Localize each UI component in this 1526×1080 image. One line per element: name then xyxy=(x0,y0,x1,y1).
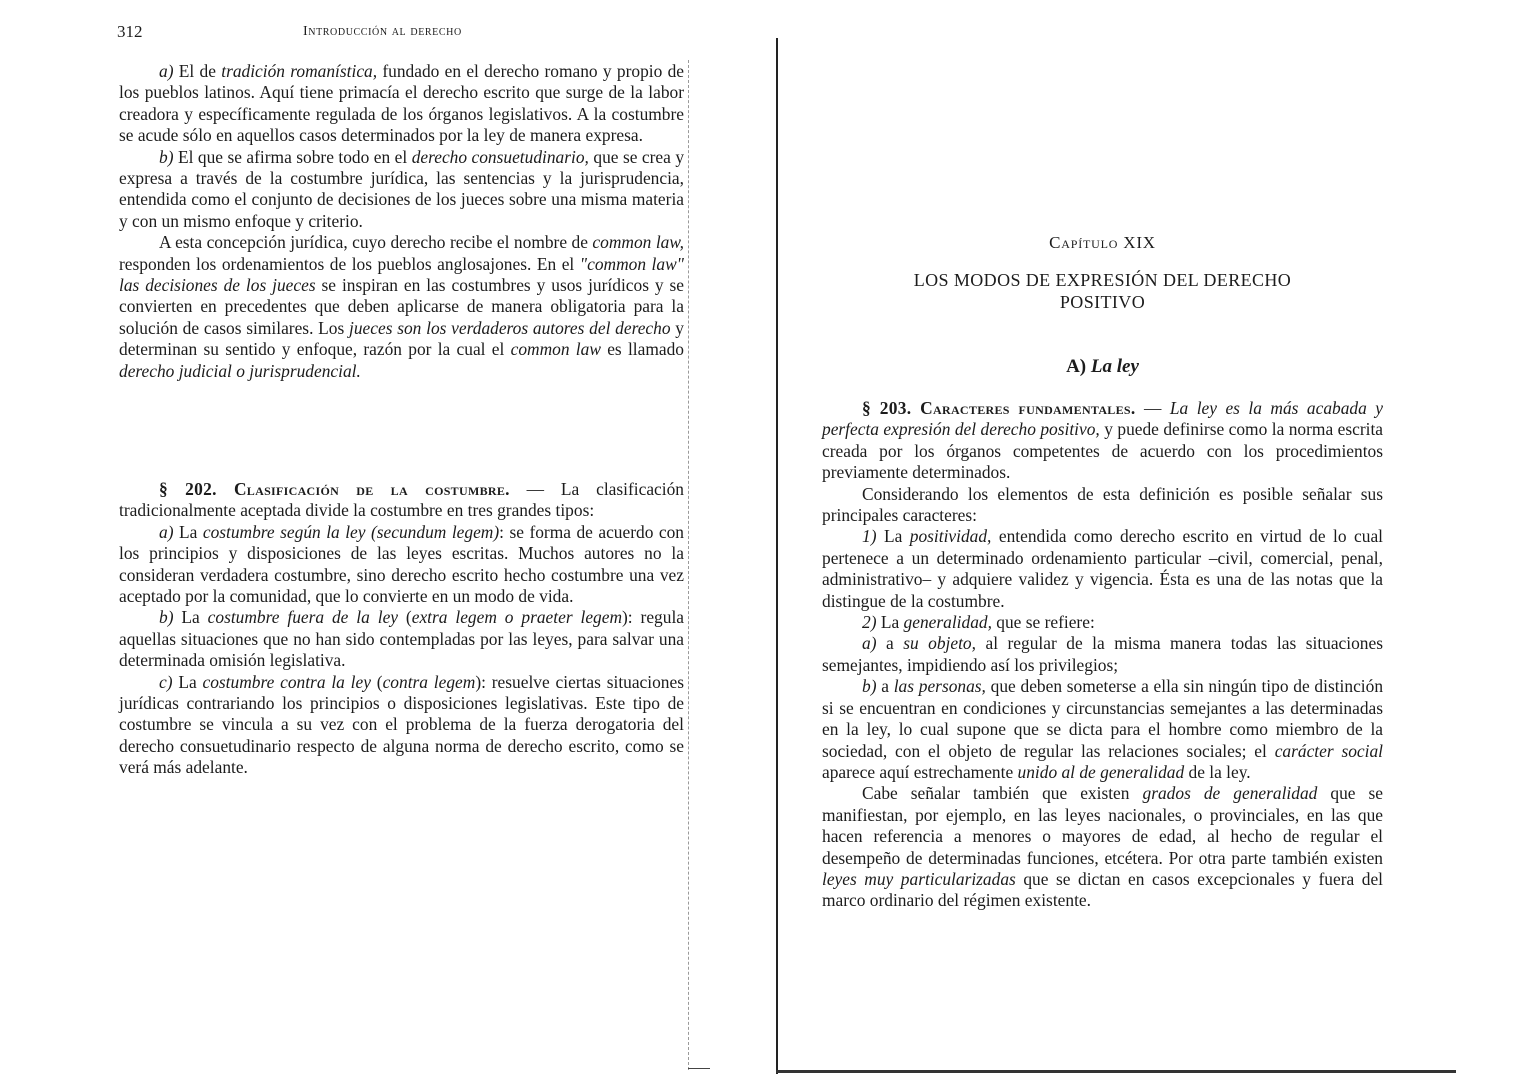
paragraph-secundum-legem: a) La costumbre según la ley (secundum legem): se forma de acuerdo con los principios y disposiciones de las leyes escritas. Muchos autores no la consideran verdadera costumbre, sino derecho escrito hecho costumbre una vez aceptado por la comunidad, que lo convierte en un modo de vida. xyxy=(119,521,685,607)
section-title xyxy=(822,356,1383,378)
left-section-202 xyxy=(119,479,684,779)
paragraph-positividad: 1) La positividad, entendida como derecho escrito en virtud de lo cual pertenece a un determinado ordenamiento particular –civil, comercial, penal, administrativo– y adquiere validez y vigencia. Ésta es una de las notas que la distingue de la costumbre. xyxy=(822,526,1383,611)
right-text-block xyxy=(822,398,1383,912)
section-letter: A) xyxy=(1066,356,1087,377)
page-edge-tick xyxy=(688,1068,710,1069)
page-edge-marks xyxy=(688,60,692,1070)
paragraph-derecho-consuetudinario: b) El que se afirma sobre todo en el derecho consuetudinario, que se crea y expresa a través de la costumbre jurídica, las sentencias y la jurisprudencia, entendida como el conjunto de decisiones de los jueces sobre una misma materia y con un mismo enfoque y criterio. xyxy=(119,146,685,231)
paragraph-grados-generalidad: Cabe señalar también que existen grados de generalidad que se manifiestan, por ejemplo, en las leyes nacionales, o provinciales, en las que hacen referencia a menores o mayores de edad, al hecho de regular el desempeño de determinadas funciones, etcétera. Por otra parte también existen leyes muy particularizadas que se dictan en casos excepcionales y fuera del marco ordinario del régimen existente. xyxy=(822,783,1383,911)
running-title: Introducción al derecho xyxy=(303,24,462,39)
paragraph-generalidad: 2) La generalidad, que se refiere: xyxy=(862,612,1095,633)
chapter-title-line-1: LOS MODOS DE EXPRESIÓN DEL DERECHO xyxy=(913,270,1292,290)
paragraph-tradicion-romanistica: a) El de tradición romanística, fundado en el derecho romano y propio de los pueblos latinos. Aquí tiene primacía el derecho escrito que surge de la labor creadora y específicamente regulada de los órganos legislativos. A la costumbre se acude sólo en aquellos casos determinados por la ley de manera expresa. xyxy=(119,61,684,146)
bottom-rule xyxy=(776,1070,1456,1073)
chapter-label: Capítulo XIX xyxy=(1049,233,1156,252)
paragraph-praeter-legem: b) La costumbre fuera de la ley (extra legem o praeter legem): regula aquellas situaciones que no han sido contempladas por las leyes, para salvar una determinada omisión legislativa. xyxy=(119,607,684,671)
section-203-paragraph: § 203. Caracteres fundamentales. — La ley es la más acabada y perfecta expresión del derecho positivo, y puede definirse como la norma escrita creada por los órganos competentes de acuerdo con los procedimientos previamente determinados. xyxy=(822,398,1383,483)
gutter-line xyxy=(776,38,778,1074)
page-number: 312 xyxy=(117,22,143,41)
section-202-heading-paragraph: § 202. Clasificación de la costumbre. — La clasificación tradicionalmente aceptada divide la costumbre en tres grandes tipos: xyxy=(119,479,684,521)
chapter-title-line-2: POSITIVO xyxy=(1059,292,1146,312)
running-head xyxy=(117,22,717,44)
paragraph-las-personas: b) a las personas, que deben someterse a ella sin ningún tipo de distinción si se encuentran en condiciones y circunstancias semejantes a las determinadas en la ley, lo cual supone que se dicta para el hombre como miembro de la sociedad, con el objeto de regular las relaciones sociales; el carácter social aparece aquí estrechamente unido al de generalidad de la ley. xyxy=(822,676,1384,782)
paragraph-contra-legem: c) La costumbre contra la ley (contra legem): resuelve ciertas situaciones jurídicas contrariando los principios o disposiciones legislativas. Este tipo de costumbre se vincula a su vez con el problema de la fuerza derogatoria del derecho consuetudinario respecto de alguna norma de derecho escrito, como se verá más adelante. xyxy=(119,671,684,778)
chapter-title xyxy=(822,269,1383,313)
section-heading: § 202. Clasificación de la costumbre. xyxy=(159,479,510,499)
section-heading: § 203. Caracteres fundamentales. xyxy=(862,398,1136,418)
paragraph-common-law: A esta concepción jurídica, cuyo derecho recibe el nombre de common law, responden los ordenamientos de los pueblos anglosajones. En el "common law" las decisiones de los jueces se inspiran en las costumbres y usos jurídicos y se convierten en precedentes que deben aplicarse de manera obligatoria para la solución de casos similares. Los jueces son los verdaderos autores del derecho y determinan su sentido y enfoque, razón por la cual el common law es llamado derecho judicial o jurisprudencial. xyxy=(119,232,684,381)
paragraph-caracteres-intro: Considerando los elementos de esta definición es posible señalar sus principales caracteres: xyxy=(822,483,1383,526)
section-name: La ley xyxy=(1090,356,1139,377)
left-text-block xyxy=(119,61,684,382)
paragraph-su-objeto: a) a su objeto, al regular de la misma manera todas las situaciones semejantes, impidiendo así los privilegios; xyxy=(822,633,1383,675)
